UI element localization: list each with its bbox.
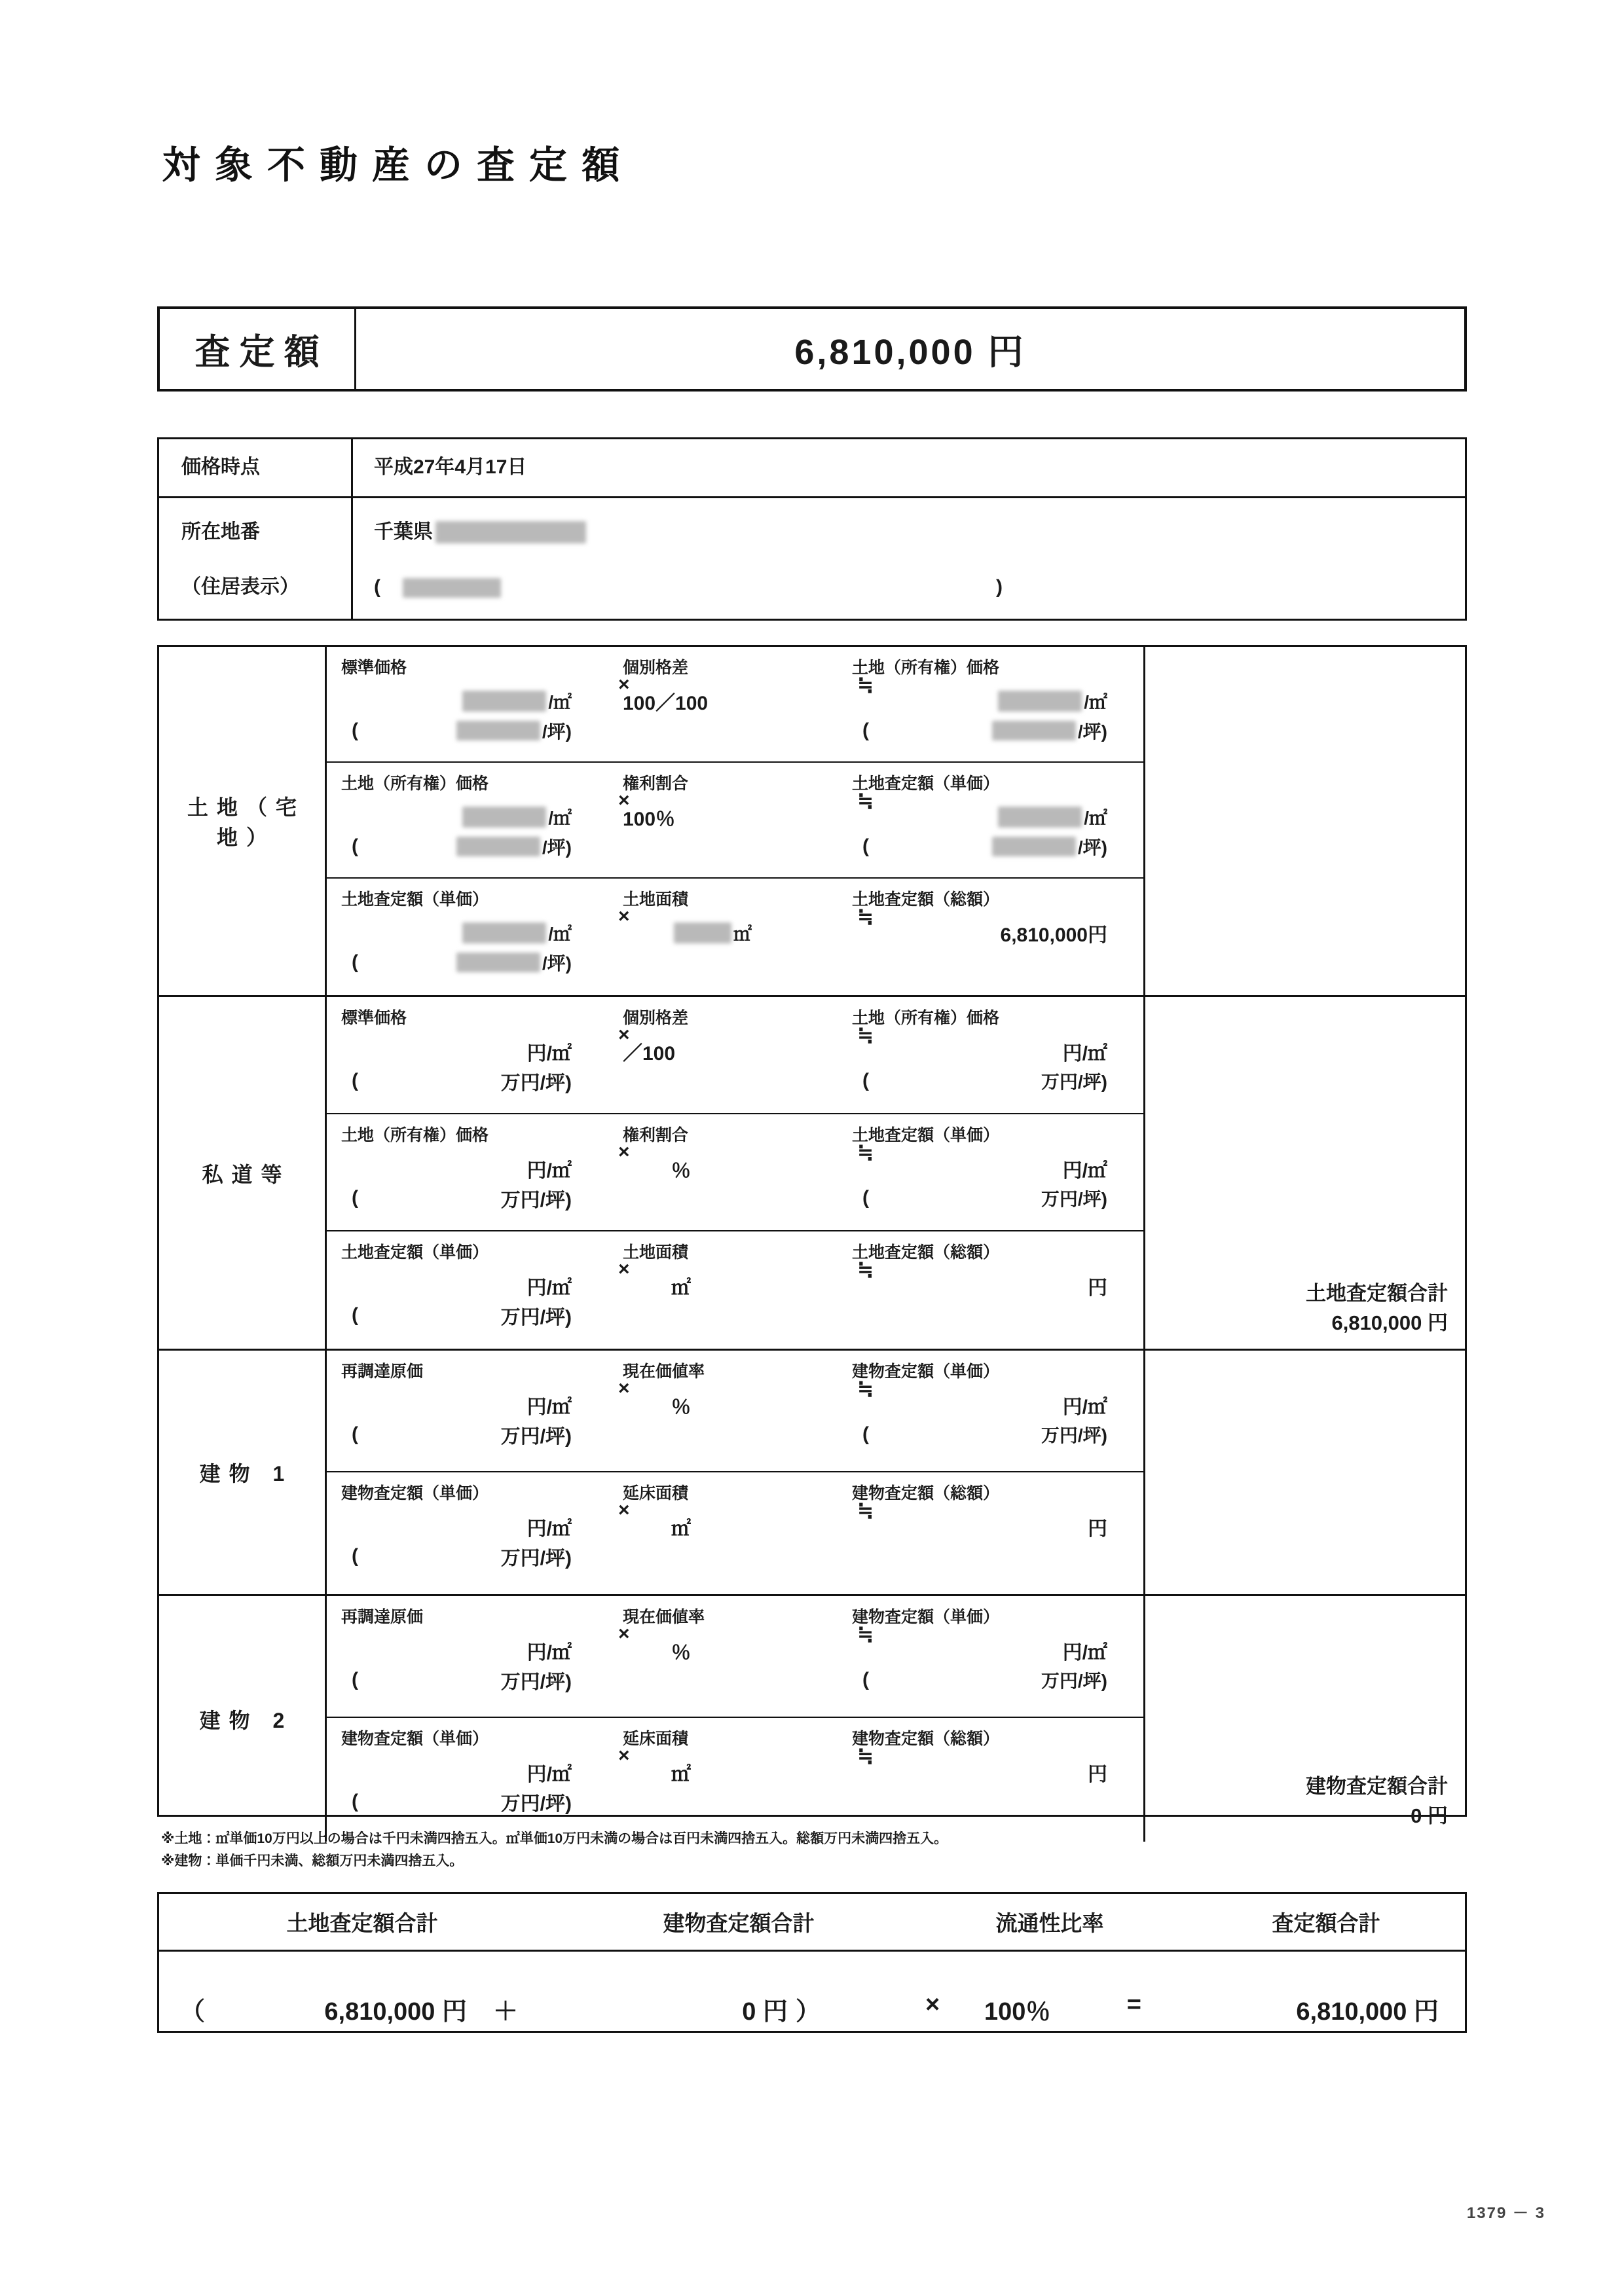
formula-value-cell — [623, 1036, 852, 1066]
value-unit: 万円/坪) — [500, 1307, 572, 1328]
address-prefix: 千葉県 — [374, 520, 433, 543]
redacted-value — [456, 721, 540, 740]
formula-value-cell — [623, 918, 852, 948]
multiply-operator: × — [618, 790, 630, 811]
value-unit: 万円/坪) — [500, 1671, 572, 1693]
formula-value-main — [341, 918, 623, 948]
multiply-operator: × — [925, 1991, 940, 2018]
page-title: 対象不動産の査定額 — [162, 144, 635, 187]
formula-header-label: 再調達原価 — [341, 1608, 424, 1626]
address-row — [159, 498, 1465, 620]
formula-value-sub — [341, 832, 623, 861]
value-unit: /坪) — [542, 837, 572, 858]
category-label: 私道等 — [202, 1162, 291, 1186]
formula-row — [327, 879, 1143, 994]
formula-value-main: 円/㎡ — [1062, 1043, 1107, 1065]
formula-value-cell — [341, 1154, 623, 1212]
formula-value-sub — [341, 1420, 623, 1449]
formula-headers — [327, 1604, 1143, 1628]
formula-value-cell — [341, 1390, 623, 1449]
sub-open-paren: ( — [352, 835, 358, 857]
price-date-label-cell — [159, 439, 353, 496]
sub-open-paren: ( — [352, 1187, 358, 1209]
address-label-cell — [159, 498, 353, 620]
formula-value-main: ㎡ — [671, 1277, 691, 1299]
value-unit: /㎡ — [1084, 692, 1107, 712]
formula-value-cell — [852, 1635, 1127, 1694]
formula-column — [327, 1351, 1145, 1594]
formula-value-cell — [623, 1635, 852, 1666]
sub-open-paren: ( — [352, 1423, 358, 1445]
formula-value-main: 円/㎡ — [526, 1396, 572, 1418]
assessment-amount: 6,810,000 円 — [794, 332, 1026, 372]
price-date-value-cell — [353, 439, 1465, 496]
value-unit: /坪) — [1077, 721, 1107, 742]
formula-value-cell — [623, 1154, 852, 1184]
category-block — [159, 1596, 1465, 1842]
approx-equal-operator: ≒ — [857, 1142, 874, 1163]
value-unit: 万円/坪) — [1041, 1671, 1107, 1691]
equal-operator: = — [1126, 1991, 1141, 2018]
formula-row — [327, 1596, 1143, 1718]
formula-headers — [327, 886, 1143, 910]
formula-headers — [327, 1358, 1143, 1382]
value-unit: /㎡ — [548, 808, 572, 828]
formula-headers — [327, 1122, 1143, 1146]
formula-header-label: 個別格差 — [623, 1009, 689, 1027]
formula-value-main — [623, 918, 852, 948]
formula-value-sub — [852, 716, 1127, 745]
redacted-value — [998, 807, 1082, 828]
formula-value-main — [852, 686, 1127, 716]
redacted-value — [462, 807, 546, 828]
formula-row — [327, 763, 1143, 879]
approx-equal-operator: ≒ — [857, 906, 874, 928]
value-unit: 万円/坪) — [500, 1072, 572, 1094]
formula-header-label: 土地面積 — [623, 1243, 689, 1262]
multiply-operator: × — [618, 905, 630, 927]
formula-header-label: 土地面積 — [623, 890, 689, 909]
formula-headers — [327, 771, 1143, 794]
formula-value-cell — [623, 802, 852, 832]
formula-row — [327, 1231, 1143, 1349]
formula-value-sub — [341, 1787, 623, 1816]
multiply-operator: × — [618, 1141, 630, 1163]
formula-value-cell — [852, 1154, 1127, 1212]
formula-value-cell — [341, 802, 623, 861]
assessment-label-cell — [160, 309, 356, 389]
sub-open-paren: ( — [352, 720, 358, 741]
category-label: 土地（宅地） — [187, 795, 305, 849]
formula-column — [327, 1596, 1145, 1842]
value-unit: 万円/坪) — [500, 1190, 572, 1211]
formula-value-cell — [341, 1036, 623, 1095]
sub-open-paren: ( — [862, 720, 869, 741]
land-total-label: 土地査定額合計 — [1306, 1282, 1448, 1305]
formula-value-main: 円/㎡ — [1062, 1396, 1107, 1418]
building-total-value: 0 円 — [1411, 1804, 1448, 1828]
sub-open-paren: ( — [352, 1669, 358, 1690]
formula-value-main: ％ — [671, 1160, 691, 1182]
multiply-operator: × — [618, 1024, 630, 1046]
formula-headers — [327, 1005, 1143, 1029]
formula-value-cell — [623, 1512, 852, 1542]
category-label-cell — [159, 647, 327, 995]
value-building-total: 0 円 — [742, 1998, 788, 2026]
formula-value-cell — [341, 1757, 623, 1816]
formula-value-sub — [341, 716, 623, 745]
formula-value-sub — [852, 832, 1127, 861]
formula-header-label: 権利割合 — [623, 1126, 689, 1144]
formula-value-cell — [852, 1390, 1127, 1449]
sub-open-paren: ( — [352, 1791, 358, 1812]
close-paren: ） — [795, 1998, 821, 2026]
category-block — [159, 997, 1465, 1351]
value-unit: /㎡ — [1084, 808, 1107, 828]
address-value — [374, 517, 1465, 548]
formula-body — [327, 802, 1143, 861]
redacted-value — [462, 691, 546, 712]
grand-total-value-row — [159, 1952, 1465, 2030]
redacted-value — [462, 922, 546, 943]
footnotes — [161, 1828, 948, 1872]
formula-body — [327, 686, 1143, 745]
summary-column — [1145, 1596, 1465, 1842]
summary-column — [1145, 647, 1465, 995]
property-info-box — [157, 437, 1467, 621]
land-total-value: 6,810,000 円 — [1331, 1311, 1448, 1335]
building-total-label: 建物査定額合計 — [1306, 1775, 1448, 1798]
category-label-cell — [159, 997, 327, 1349]
formula-value-sub — [341, 1066, 623, 1095]
address-value-cell — [353, 498, 1465, 620]
residence-open-paren: ( — [374, 575, 380, 598]
redacted-value — [992, 837, 1076, 856]
land-total-summary — [1306, 1279, 1448, 1338]
formula-value-main: 円 — [1088, 1518, 1107, 1540]
sub-open-paren: ( — [862, 1070, 869, 1091]
formula-row — [327, 997, 1143, 1114]
open-paren: （ — [180, 1998, 206, 2026]
footnote-building: ※建物：単価千円未満、総額万円未満四捨五入。 — [161, 1853, 464, 1869]
formula-body — [327, 1635, 1143, 1694]
formula-value-main: 円/㎡ — [1062, 1642, 1107, 1664]
formula-value-cell — [623, 1757, 852, 1787]
formula-header-label: 標準価格 — [341, 1009, 407, 1027]
formula-value-main: ％ — [671, 1396, 691, 1418]
formula-value-cell — [852, 918, 1127, 948]
formula-body — [327, 918, 1143, 977]
formula-body — [327, 1390, 1143, 1449]
formula-value-cell — [623, 1271, 852, 1301]
value-unit: 万円/坪) — [500, 1793, 572, 1815]
formula-header-label: 土地査定額（単価） — [341, 1243, 489, 1262]
formula-value-cell — [623, 1390, 852, 1420]
value-unit: /坪) — [542, 721, 572, 742]
residence-close-paren: ) — [996, 575, 1003, 598]
redacted-value — [674, 922, 731, 943]
formula-value-main: 6,810,000円 — [1000, 924, 1107, 946]
formula-value-sub — [341, 948, 623, 977]
price-date-value: 平成27年4月17日 — [374, 456, 527, 479]
formula-header-label: 建物査定額（単価） — [852, 1362, 1000, 1381]
formula-column — [327, 647, 1145, 995]
sub-open-paren: ( — [862, 835, 869, 857]
formula-value-sub — [852, 1420, 1127, 1449]
formula-value-main: 円 — [1088, 1764, 1107, 1785]
multiply-operator: × — [618, 674, 630, 695]
approx-equal-operator: ≒ — [857, 1745, 874, 1767]
assessment-label: 査定額 — [194, 332, 329, 372]
formula-body — [327, 1271, 1143, 1330]
value-unit: ㎡ — [733, 924, 752, 944]
sub-open-paren: ( — [352, 1545, 358, 1567]
formula-body — [327, 1036, 1143, 1095]
formula-value-cell — [852, 802, 1127, 861]
category-block — [159, 647, 1465, 997]
formula-row — [327, 1472, 1143, 1594]
formula-value-main: ／100 — [623, 1043, 676, 1065]
address-redaction — [435, 521, 586, 543]
category-label: 建物 2 — [199, 1708, 293, 1732]
formula-header-label: 現在価値率 — [623, 1608, 705, 1626]
formula-row — [327, 647, 1143, 763]
approx-equal-operator: ≒ — [857, 1025, 874, 1046]
formula-value-main: ％ — [671, 1642, 691, 1664]
formula-value-sub — [852, 1184, 1127, 1212]
residence-redaction — [403, 578, 501, 598]
value-unit: /㎡ — [548, 924, 572, 944]
formula-column — [327, 997, 1145, 1349]
formula-body — [327, 1512, 1143, 1571]
formula-value-main: ㎡ — [671, 1518, 691, 1540]
formula-headers — [327, 1480, 1143, 1504]
formula-value-main — [852, 802, 1127, 832]
formula-value-main: 円/㎡ — [526, 1764, 572, 1785]
formula-header-label: 土地（所有権）価格 — [341, 1126, 489, 1144]
formula-headers — [327, 1726, 1143, 1749]
formula-header-label: 権利割合 — [623, 774, 689, 793]
category-label-cell — [159, 1596, 327, 1842]
formula-value-cell — [341, 1635, 623, 1694]
value-unit: 万円/坪) — [500, 1426, 572, 1448]
summary-column — [1145, 997, 1465, 1349]
formula-value-main: 円 — [1088, 1277, 1107, 1299]
formula-value-cell — [852, 1036, 1127, 1095]
formula-value-cell — [341, 1512, 623, 1571]
page-number: 1379 － 3 — [1466, 2204, 1545, 2222]
formula-header-label: 土地（所有権）価格 — [852, 659, 1000, 677]
formula-value-main: 円/㎡ — [526, 1043, 572, 1065]
formula-value-main — [341, 686, 623, 716]
price-date-label: 価格時点 — [181, 456, 260, 479]
category-label-cell — [159, 1351, 327, 1594]
sub-open-paren: ( — [352, 1304, 358, 1326]
formula-header-label: 標準価格 — [341, 659, 407, 677]
approx-equal-operator: ≒ — [857, 674, 874, 696]
sub-open-paren: ( — [862, 1187, 869, 1209]
approx-equal-operator: ≒ — [857, 1500, 874, 1522]
header-land-total: 土地査定額合計 — [286, 1911, 438, 1935]
formula-value-main: 100％ — [623, 809, 676, 830]
formula-value-sub — [852, 1666, 1127, 1694]
value-unit: /坪) — [1077, 837, 1107, 858]
calculation-table — [157, 645, 1467, 1828]
redacted-value — [456, 953, 540, 972]
formula-value-main: 円/㎡ — [526, 1642, 572, 1664]
formula-value-cell — [852, 1271, 1127, 1301]
formula-row — [327, 1718, 1143, 1840]
approx-equal-operator: ≒ — [857, 1624, 874, 1645]
summary-column — [1145, 1351, 1465, 1594]
header-grand-total: 査定額合計 — [1272, 1911, 1380, 1935]
value-unit: /坪) — [542, 953, 572, 974]
formula-value-cell — [623, 686, 852, 716]
grand-total-table — [157, 1892, 1467, 2033]
formula-value-main — [341, 802, 623, 832]
formula-value-main: 円/㎡ — [526, 1160, 572, 1182]
price-date-row — [159, 439, 1465, 498]
redacted-value — [992, 721, 1076, 740]
multiply-operator: × — [618, 1377, 630, 1399]
value-unit: 万円/坪) — [1041, 1072, 1107, 1092]
formula-header-label: 建物査定額（総額） — [852, 1730, 1000, 1748]
formula-value-sub — [852, 1066, 1127, 1095]
value-land-total: 6,810,000 円 — [324, 1998, 467, 2026]
category-block — [159, 1351, 1465, 1596]
formula-value-sub — [341, 1542, 623, 1571]
sub-open-paren: ( — [862, 1423, 869, 1445]
formula-header-label: 延床面積 — [623, 1730, 689, 1748]
value-unit: 万円/坪) — [1041, 1425, 1107, 1446]
assessment-headline-box — [157, 306, 1467, 392]
multiply-operator: × — [618, 1623, 630, 1645]
grand-total-header-row — [159, 1894, 1465, 1952]
formula-value-main: 100／100 — [623, 693, 709, 714]
formula-value-sub — [341, 1666, 623, 1694]
formula-value-cell — [852, 686, 1127, 745]
formula-header-label: 土地（所有権）価格 — [852, 1009, 1000, 1027]
formula-body — [327, 1154, 1143, 1212]
formula-value-main: 円/㎡ — [526, 1277, 572, 1299]
formula-header-label: 延床面積 — [623, 1484, 689, 1503]
formula-value-main: ㎡ — [671, 1764, 691, 1785]
formula-value-cell — [852, 1757, 1127, 1787]
value-unit: 万円/坪) — [1041, 1189, 1107, 1209]
approx-equal-operator: ≒ — [857, 1259, 874, 1281]
formula-header-label: 個別格差 — [623, 659, 689, 677]
formula-header-label: 建物査定額（単価） — [852, 1608, 1000, 1626]
plus-operator: ＋ — [492, 1998, 518, 2026]
formula-headers — [327, 655, 1143, 678]
formula-body — [327, 1757, 1143, 1816]
value-liquidity-ratio: 100％ — [984, 1998, 1051, 2026]
formula-header-label: 建物査定額（単価） — [341, 1484, 489, 1503]
residence-label: （住居表示） — [181, 575, 299, 598]
building-total-summary — [1306, 1772, 1448, 1831]
header-building-total: 建物査定額合計 — [663, 1911, 815, 1935]
residence-value — [374, 572, 1465, 603]
formula-value-cell — [341, 918, 623, 977]
sub-open-paren: ( — [352, 951, 358, 973]
formula-header-label: 建物査定額（総額） — [852, 1484, 1000, 1503]
approx-equal-operator: ≒ — [857, 790, 874, 812]
value-grand-total: 6,810,000 円 — [1296, 1998, 1439, 2026]
formula-value-cell — [852, 1512, 1127, 1542]
formula-header-label: 土地査定額（総額） — [852, 890, 1000, 909]
multiply-operator: × — [618, 1499, 630, 1521]
formula-value-sub — [341, 1184, 623, 1212]
formula-header-label: 建物査定額（単価） — [341, 1730, 489, 1748]
footnote-land: ※土地：㎡単価10万円以上の場合は千円未満四捨五入。㎡単価10万円未満の場合は百円未満四捨五入。総額万円未満四捨五入。 — [161, 1831, 948, 1846]
sub-open-paren: ( — [352, 1070, 358, 1091]
formula-value-sub — [341, 1301, 623, 1330]
formula-value-main: 円/㎡ — [1062, 1160, 1107, 1182]
sub-open-paren: ( — [862, 1669, 869, 1690]
formula-headers — [327, 1239, 1143, 1263]
redacted-value — [998, 691, 1082, 712]
formula-row — [327, 1351, 1143, 1472]
assessment-value-cell — [356, 309, 1464, 389]
formula-value-cell — [341, 1271, 623, 1330]
formula-header-label: 土地査定額（単価） — [852, 774, 1000, 793]
residence-paren-group — [374, 572, 1003, 603]
category-label: 建物 1 — [199, 1462, 293, 1485]
header-liquidity-ratio: 流通性比率 — [995, 1911, 1104, 1935]
formula-header-label: 土地査定額（総額） — [852, 1243, 1000, 1262]
value-unit: 万円/坪) — [500, 1548, 572, 1569]
formula-header-label: 再調達原価 — [341, 1362, 424, 1381]
formula-row — [327, 1114, 1143, 1231]
approx-equal-operator: ≒ — [857, 1378, 874, 1400]
address-label: 所在地番 — [181, 520, 260, 543]
multiply-operator: × — [618, 1258, 630, 1280]
formula-header-label: 土地査定額（単価） — [852, 1126, 1000, 1144]
formula-header-label: 土地（所有権）価格 — [341, 774, 489, 793]
multiply-operator: × — [618, 1745, 630, 1766]
formula-header-label: 現在価値率 — [623, 1362, 705, 1381]
redacted-value — [456, 837, 540, 856]
value-unit: /㎡ — [548, 692, 572, 712]
formula-value-main: 円/㎡ — [526, 1518, 572, 1540]
formula-value-cell — [341, 686, 623, 745]
formula-header-label: 土地査定額（単価） — [341, 890, 489, 909]
